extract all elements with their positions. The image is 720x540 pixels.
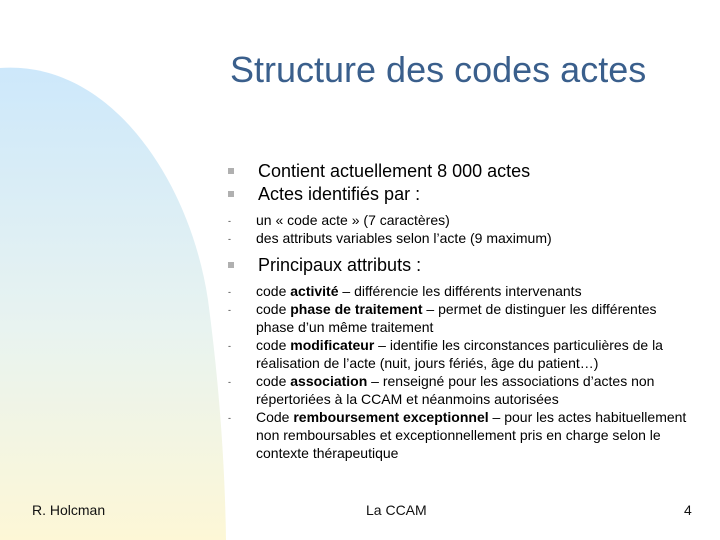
dash-bullet-icon: - bbox=[228, 216, 231, 226]
square-bullet-icon bbox=[228, 168, 234, 174]
square-bullet-icon bbox=[228, 191, 234, 197]
attribute-description: – différencie les différents intervenants bbox=[338, 283, 582, 299]
attribute-item bbox=[226, 336, 696, 372]
bullet-item bbox=[226, 254, 696, 277]
dash-bullet-icon: - bbox=[228, 234, 231, 244]
dash-bullet-icon: - bbox=[228, 413, 231, 423]
sub-bullet-text: des attributs variables selon l’acte (9 maximum) bbox=[256, 230, 552, 246]
attribute-description: – renseigné pour les associations d’actes non répertoriées à la CCAM et néanmoins autorisées bbox=[256, 373, 655, 407]
attribute-item bbox=[226, 372, 696, 408]
square-bullet-icon bbox=[228, 262, 234, 268]
bullet-text: Principaux attributs : bbox=[258, 255, 422, 275]
sub-bullet-text: un « code acte » (7 caractères) bbox=[256, 212, 450, 228]
attribute-name: phase de traitement bbox=[290, 301, 423, 317]
page-number: 4 bbox=[684, 502, 692, 518]
slide-title: Structure des codes actes bbox=[230, 49, 647, 90]
attribute-prefix: code bbox=[256, 301, 291, 317]
slide-content bbox=[226, 160, 696, 462]
attribute-description: – identifie les circonstances particulières de la réalisation de l’acte (nuit, jours fériés, âge du patient…) bbox=[256, 337, 663, 371]
attribute-name: activité bbox=[290, 283, 339, 299]
sub-bullet-item bbox=[226, 211, 696, 229]
attribute-name: association bbox=[290, 373, 368, 389]
attribute-item bbox=[226, 300, 696, 336]
dash-bullet-icon: - bbox=[228, 341, 231, 351]
bullet-text: Actes identifiés par : bbox=[258, 184, 421, 204]
attribute-item bbox=[226, 408, 696, 462]
footer-center-text: La CCAM bbox=[366, 502, 427, 518]
attribute-description: – permet de distinguer les différentes phase d’un même traitement bbox=[256, 301, 657, 335]
attribute-name: remboursement exceptionnel bbox=[293, 409, 489, 425]
bullet-item bbox=[226, 160, 696, 183]
attribute-item bbox=[226, 282, 696, 300]
attribute-prefix: Code bbox=[256, 409, 294, 425]
sub-bullet-item bbox=[226, 229, 696, 247]
attribute-prefix: code bbox=[256, 373, 291, 389]
attribute-prefix: code bbox=[256, 283, 291, 299]
bullet-item bbox=[226, 183, 696, 206]
attribute-name: modificateur bbox=[290, 337, 375, 353]
attribute-description: – pour les actes habituellement non remboursables et exceptionnellement pris en charge selon le contexte thérapeutique bbox=[256, 409, 687, 461]
bullet-text: Contient actuellement 8 000 actes bbox=[258, 161, 531, 181]
dash-bullet-icon: - bbox=[228, 287, 231, 297]
footer-author: R. Holcman bbox=[32, 502, 106, 518]
dash-bullet-icon: - bbox=[228, 377, 231, 387]
attribute-prefix: code bbox=[256, 337, 291, 353]
dash-bullet-icon: - bbox=[228, 305, 231, 315]
